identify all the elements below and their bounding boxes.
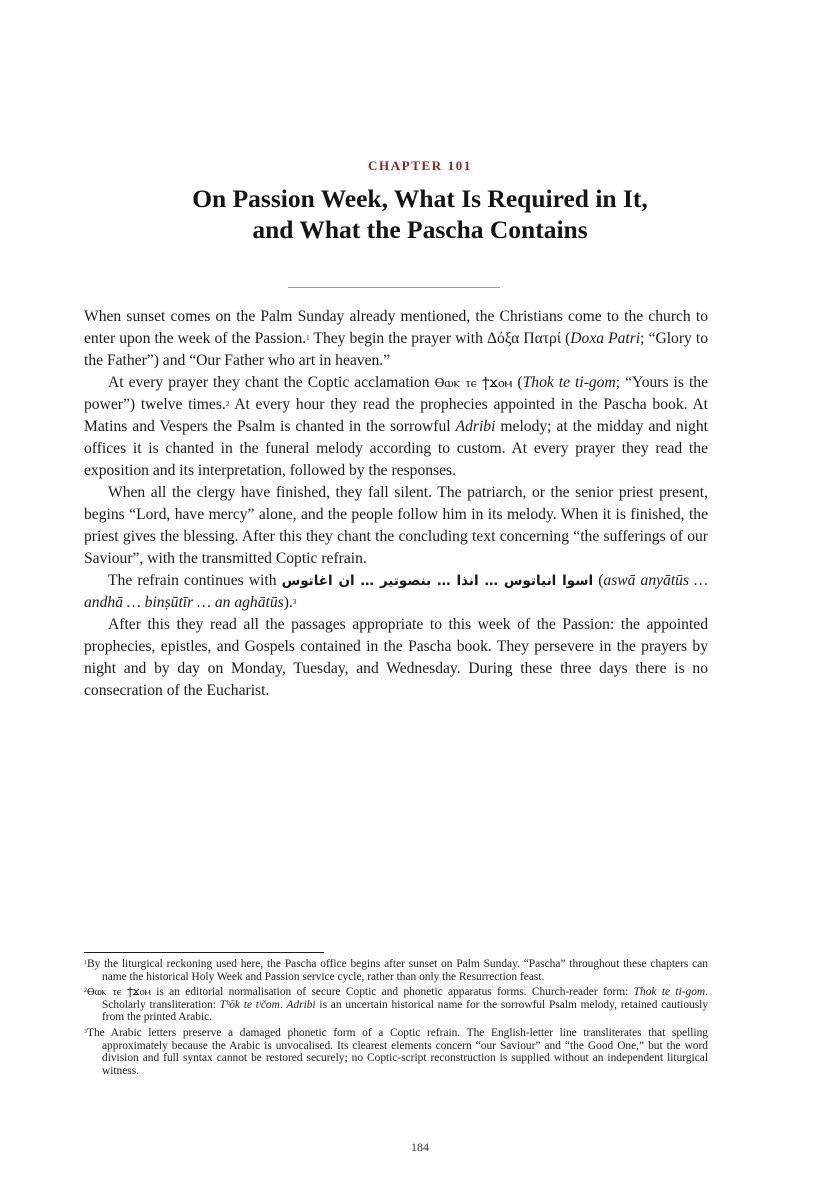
p4-text-3: ). [283,594,293,611]
footnote-1-number: 1 [84,960,87,966]
p4-text-2: ( [593,572,604,589]
p1-italic-1: Doxa Patri [570,330,641,347]
footnote-1 [84,958,708,983]
p2-text-5: melody; at the midday and night offices it is chanted in the funeral melody according to custom. At every prayer they read the exposition and its interpretation, followed by the responses. [84,418,708,479]
footnote-2-text-4: is an uncertain historical name for the sorrowful Psalm melody, retained cautiously from the printed Arabic. [102,998,709,1024]
page-number: 184 [411,1140,429,1154]
chapter-title-line-2: and What the Pascha Contains [252,215,588,244]
footnote-2-text-3: . [279,998,287,1011]
p1-text-1: When sunset comes on the Palm Sunday already mentioned, the Christians come to the church to enter upon the week of the Passion. [84,308,708,347]
p4-text-1: The refrain continues with [108,572,282,589]
p1-text-2: They begin the prayer with Δόξα Πατρί ( [309,330,571,347]
footnote-2-text-2: . Scholarly transliteration: [102,986,709,1011]
footnote-2-number: 2 [84,988,87,995]
footnote-ref-1[interactable]: 1 [306,334,310,342]
p2-text-2: ( [512,374,523,391]
footnote-ref-3[interactable]: 3 [292,598,297,606]
paragraph-4 [84,570,708,614]
footnote-2-text-1: is an editorial normalisation of secure Coptic and phonetic apparatus forms. Church-reader form: [150,986,634,999]
chapter-title-line-1: On Passion Week, What Is Required in It, [192,184,648,213]
p4-arabic-refrain: اسوا انياتوس … انذا … بنصوتير … ان اغاتوس [281,573,594,589]
paragraph-2 [84,372,708,482]
title-divider [288,287,500,288]
paragraph-3 [84,482,708,570]
p4-italic-1: aswā anyātūs … andhā … binṣūtīr … an aghātūs [84,572,708,611]
footnotes [84,958,708,1080]
footnote-3-number: 3 [84,1028,87,1035]
p2-coptic-acclamation: Ⲑⲱⲕ ⲧⲉ ϯϫⲟⲙ [434,375,513,391]
p3-text-1: When all the clergy have finished, they fall silent. The patriarch, or the senior priest present, begins “Lord, have mercy” alone, and the people follow him in its melody. When it is finished, the priest gives the blessing. After this they chant the concluding text concerning “the sufferings of our Saviour”, with the transmitted Coptic refrain. [84,484,708,567]
footnote-2-italic-3: Adribi [286,998,316,1011]
footnote-2-italic-1: Thok te ti-gom [633,986,706,999]
footnote-3-text: The Arabic letters preserve a damaged phonetic form of a Coptic refrain. The English-letter line transliterates that spelling approximately because the Arabic is unvocalised. Its clearest elements concern “our Saviour” and “the Good One,” but the word division and full syntax cannot be restored securely; no Coptic-script reconstruction is supplied without an independent liturgical witness. [87,1026,708,1077]
footnote-2-italic-2: Tʰōk te tʲčom [219,998,280,1011]
footnote-divider [84,952,324,953]
footnote-3 [84,1027,708,1077]
paragraph-5 [84,614,708,702]
footnote-2 [84,986,708,1024]
p2-text-1: At every prayer they chant the Coptic acclamation [108,374,435,391]
chapter-label: CHAPTER 101 [368,158,472,173]
footnote-ref-2[interactable]: 2 [225,400,230,408]
chapter-title [60,183,780,245]
p2-italic-2: Adribi [455,418,496,435]
paragraph-1 [84,306,708,372]
chapter-body [84,306,708,702]
footnote-1-text: By the liturgical reckoning used here, the Pascha office begins after sunset on Palm Sunday. “Pascha” throughout these chapters can name the historical Holy Week and Passion service cycle, rather than only the Resurrection feast. [87,958,708,983]
p2-italic-1: Thok te ti-gom [522,374,616,391]
p1-text-3: ; “Glory to the Father”) and “Our Father who art in heaven.” [84,330,709,369]
footnote-2-coptic: Ⲑⲱⲕ ⲧⲉ ϯϫⲟⲙ [87,986,151,999]
p2-text-4: At every hour they read the prophecies appointed in the Pascha book. At Matins and Vespers the Psalm is chanted in the sorrowful [84,396,708,435]
p2-text-3: ; “Yours is the power”) twelve times. [84,374,709,413]
p5-text-1: After this they read all the passages appropriate to this week of the Passion: the appointed prophecies, epistles, and Gospels contained in the Pascha book. They persevere in the prayers by night and by day on Monday, Tuesday, and Wednesday. During these three days there is no consecration of the Eucharist. [84,616,708,699]
